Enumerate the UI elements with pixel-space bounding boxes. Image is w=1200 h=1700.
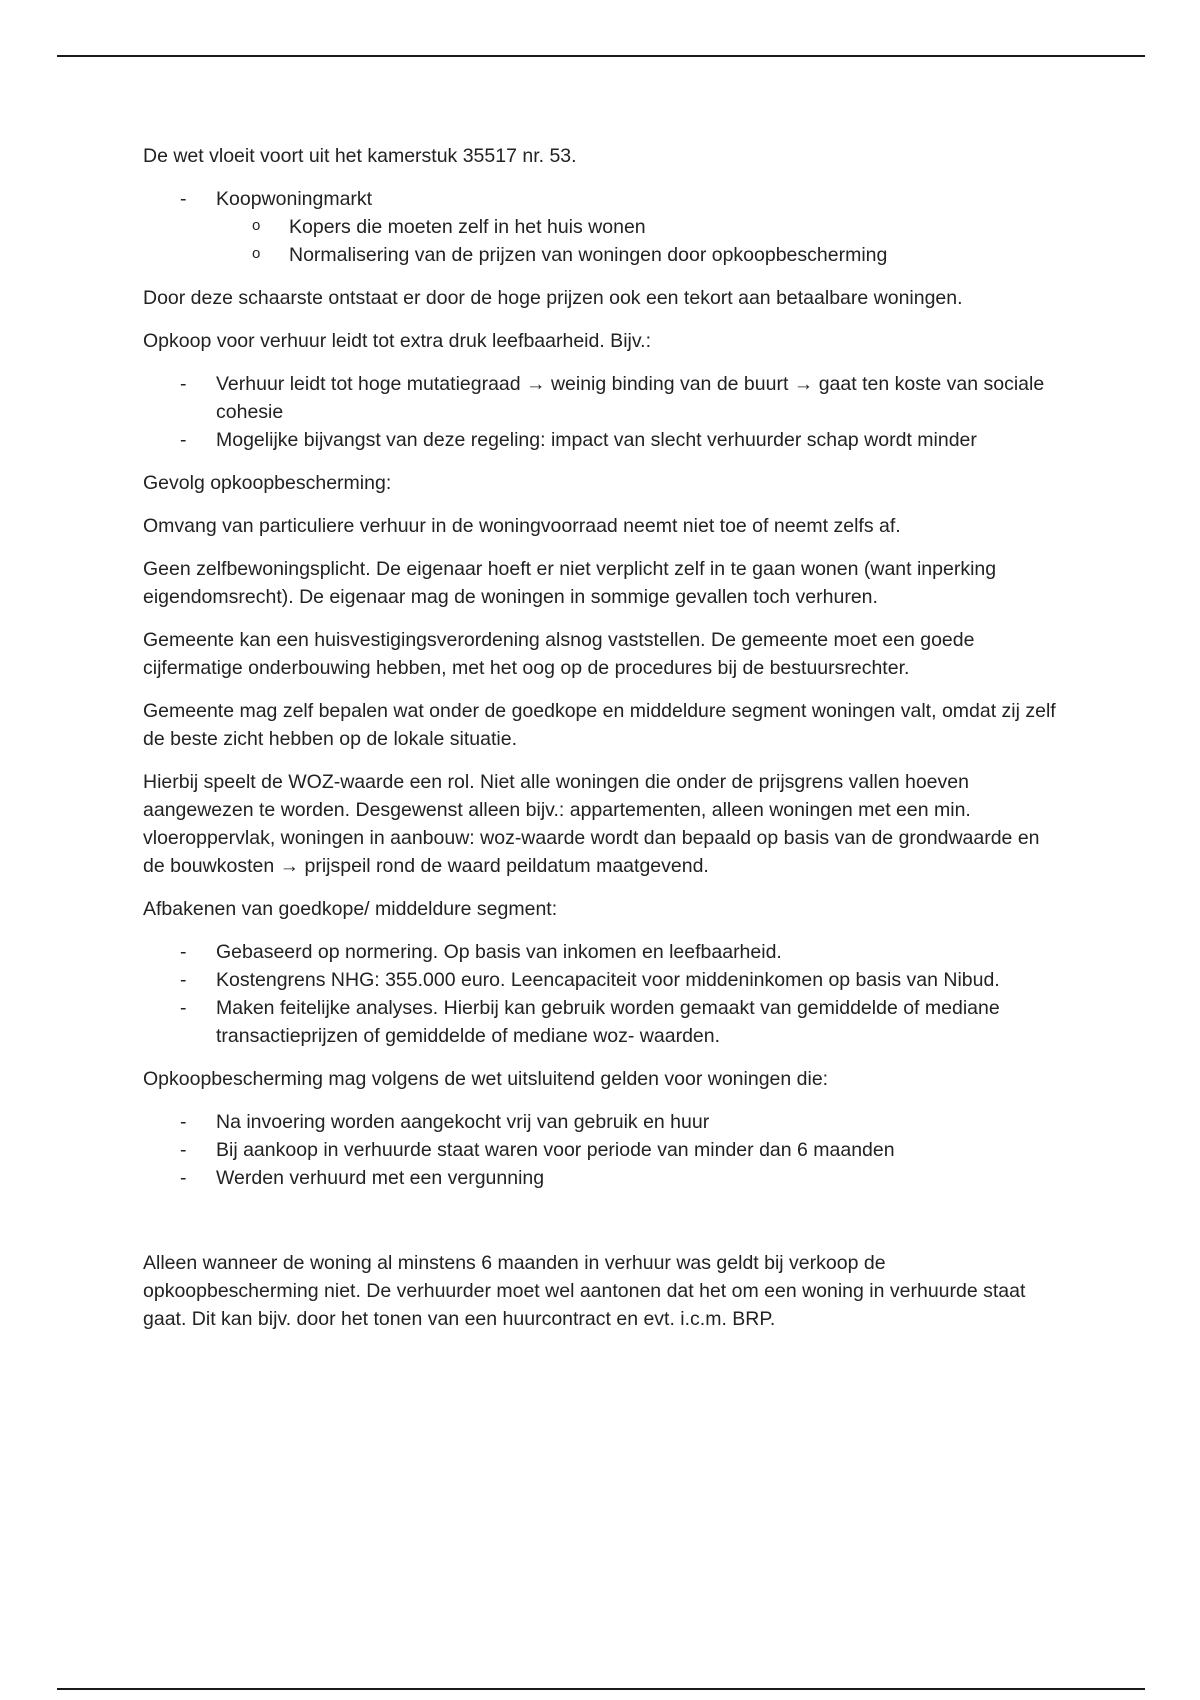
list-item: o Kopers die moeten zelf in het huis wonen (216, 213, 1063, 241)
paragraph-alleen: Alleen wanneer de woning al minstens 6 maanden in verhuur was geldt bij verkoop de opkoopbescherming niet. De verhuurder moet wel aantonen dat het om een woning in verhuurde staat gaat. Dit kan bijv. door het tonen van een huurcontract en evt. i.c.m. BRP. (143, 1252, 1026, 1330)
paragraph-woz: Hierbij speelt de WOZ-waarde een rol. Niet alle woningen die onder de prijsgrens vallen hoeven aangewezen te worden. Desgewenst alleen bijv.: appartementen, alleen woningen met een min. vloeroppervlak, woningen in aanbouw: woz-waarde wordt dan bepaald op basis van de grondwaarde en de bouwkosten → prijspeil rond de waard peildatum maatgevend. (143, 771, 1040, 877)
wet-list (143, 1108, 1063, 1192)
list-item: - Werden verhuurd met een vergunning (143, 1164, 1063, 1192)
paragraph-wet: Opkoopbescherming mag volgens de wet uitsluitend gelden voor woningen die: (143, 1068, 829, 1090)
paragraph-gemeente-verordening: Gemeente kan een huisvestigingsverordening alsnog vaststellen. De gemeente moet een goede cijfermatige onderbouwing hebben, met het oog op de procedures bij de bestuursrechter. (143, 629, 975, 679)
paragraph-afbakenen: Afbakenen van goedkope/ middeldure segment: (143, 898, 558, 920)
list-item: - Gebaseerd op normering. Op basis van inkomen en leefbaarheid. (143, 938, 1063, 966)
list-item: - Verhuur leidt tot hoge mutatiegraad → weinig binding van de buurt → gaat ten koste van sociale cohesie (143, 370, 1063, 426)
paragraph-gemeente-segment: Gemeente mag zelf bepalen wat onder de goedkope en middeldure segment woningen valt, omdat zij zelf de beste zicht hebben op de lokale situatie. (143, 700, 1056, 750)
paragraph-opkoop: Opkoop voor verhuur leidt tot extra druk leefbaarheid. Bijv.: (143, 330, 651, 352)
list-item: o Normalisering van de prijzen van woningen door opkoopbescherming (216, 241, 1063, 269)
market-sublist (216, 213, 1063, 269)
footer-rule (57, 1688, 1145, 1690)
paragraph-gevolg: Gevolg opkoopbescherming: (143, 472, 392, 494)
header-rule (57, 55, 1145, 57)
document-body (143, 142, 1063, 1348)
leefbaarheid-list (143, 370, 1063, 454)
paragraph-omvang: Omvang van particuliere verhuur in de woningvoorraad neemt niet toe of neemt zelfs af. (143, 515, 901, 537)
list-item: - Maken feitelijke analyses. Hierbij kan gebruik worden gemaakt van gemiddelde of mediane transactieprijzen of gemiddelde of mediane woz- waarden. (143, 994, 1063, 1050)
list-item (143, 185, 1063, 269)
afbakenen-list (143, 938, 1063, 1050)
paragraph-zelfbewoning: Geen zelfbewoningsplicht. De eigenaar hoeft er niet verplicht zelf in te gaan wonen (want inperking eigendomsrecht). De eigenaar mag de woningen in sommige gevallen toch verhuren. (143, 558, 997, 608)
intro-paragraph: De wet vloeit voort uit het kamerstuk 35517 nr. 53. (143, 145, 577, 167)
market-label: Koopwoningmarkt (216, 188, 373, 210)
spacer (143, 1207, 1063, 1249)
market-list (143, 185, 1063, 269)
paragraph-schaarste: Door deze schaarste ontstaat er door de hoge prijzen ook een tekort aan betaalbare woningen. (143, 287, 963, 309)
list-item: - Kostengrens NHG: 355.000 euro. Leencapaciteit voor middeninkomen op basis van Nibud. (143, 966, 1063, 994)
list-item: - Mogelijke bijvangst van deze regeling: impact van slecht verhuurder schap wordt minder (143, 426, 1063, 454)
list-item: - Bij aankoop in verhuurde staat waren voor periode van minder dan 6 maanden (143, 1136, 1063, 1164)
list-item: - Na invoering worden aangekocht vrij van gebruik en huur (143, 1108, 1063, 1136)
